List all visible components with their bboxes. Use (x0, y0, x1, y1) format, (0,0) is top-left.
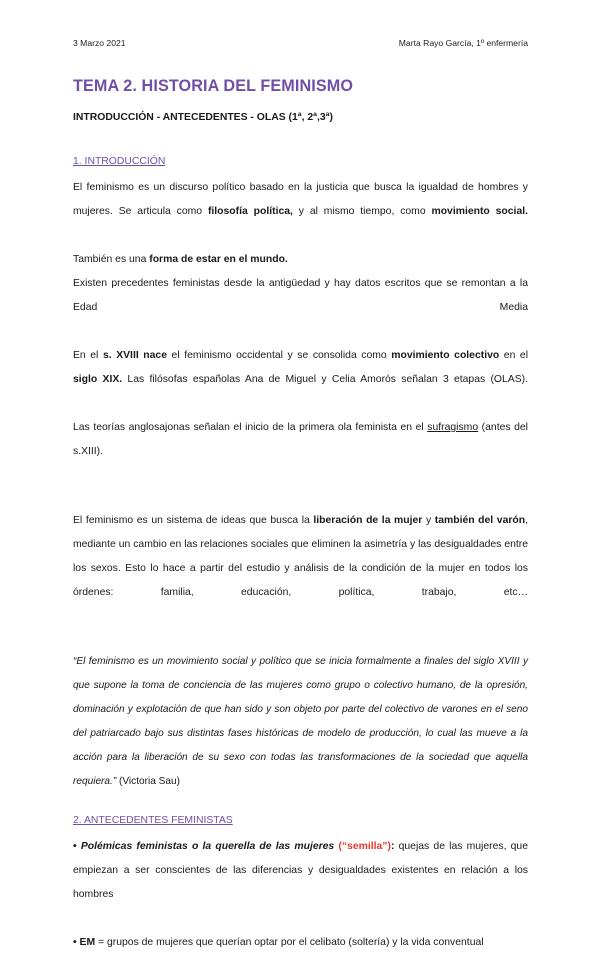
paragraph-definition: El feminismo es un sistema de ideas que busca la liberación de la mujer y también del varón, mediante un cambio en las relaciones sociales que eliminen la asimetría y las desigualdades entre los sexos. Esto lo hace a partir del estudio y análisis de la condición de la mujer en todos los órdenes: familia, educación, política, trabajo, etc… (73, 515, 528, 598)
paragraph-intro-4: En el s. XVIII nace el feminismo occidental y se consolida como movimiento colectivo en el siglo XIX. Las filósofas españolas Ana de Miguel y Celia Amorós señalan 3 etapas (OLAS). (73, 350, 529, 385)
header-date: 3 Marzo 2021 (73, 38, 126, 48)
paragraph-intro-5: Las teorías anglosajonas señalan el inicio de la primera ola feminista en el sufragismo (antes del s.XIII). (73, 422, 528, 457)
quote-victoria-sau: “El feminismo es un movimiento social y político que se inicia formalmente a finales del siglo XVIII y que supone la toma de conciencia de las mujeres como grupo o colectivo humano, de la opresión, dominación y explotación de que han sido y son objeto por parte del colectivo de varones en el seno del patriarcado bajo sus distintas fases históricas de modelo de producción, lo cual las mueve a la acción para la liberación de su sexo con todas las transformaciones de la sociedad que aquella requiera.” (Victoria Sau) (73, 656, 528, 787)
paragraph-intro-1: El feminismo es un discurso político basado en la justicia que busca la igualdad de hombres y mujeres. Se articula como filosofía política, y al mismo tiempo, como movimiento social. (73, 182, 528, 217)
bullet-item-polemicas: • Polémicas feministas o la querella de las mujeres (“semilla”): quejas de las mujeres, que empiezan a ser conscientes de las diferencias y desigualdades existentes en relación a los hombres (73, 841, 528, 900)
header-author: Marta Rayo García, 1º enfermería (398, 38, 528, 48)
section-heading-introduccion: 1. INTRODUCCIÓN (73, 156, 166, 167)
document-body (73, 76, 528, 955)
page-subtitle: INTRODUCCIÓN - ANTECEDENTES - OLAS (1ª, 2ª,3ª) (73, 112, 333, 123)
sufragismo-term: sufragismo (427, 422, 479, 433)
page-header (73, 38, 528, 52)
paragraph-intro-2: También es una forma de estar en el mundo. (73, 254, 288, 265)
bullet-item-em: • EM = grupos de mujeres que querían optar por el celibato (soltería) y la vida conventual (73, 937, 484, 948)
page-title: TEMA 2. HISTORIA DEL FEMINISMO (73, 77, 354, 95)
section-heading-antecedentes: 2. ANTECEDENTES FEMINISTAS (73, 815, 233, 826)
paragraph-intro-3: Existen precedentes feministas desde la antigüedad y hay datos escritos que se remontan a la Edad Media (73, 278, 528, 313)
quote-author: (Victoria Sau) (116, 776, 180, 787)
